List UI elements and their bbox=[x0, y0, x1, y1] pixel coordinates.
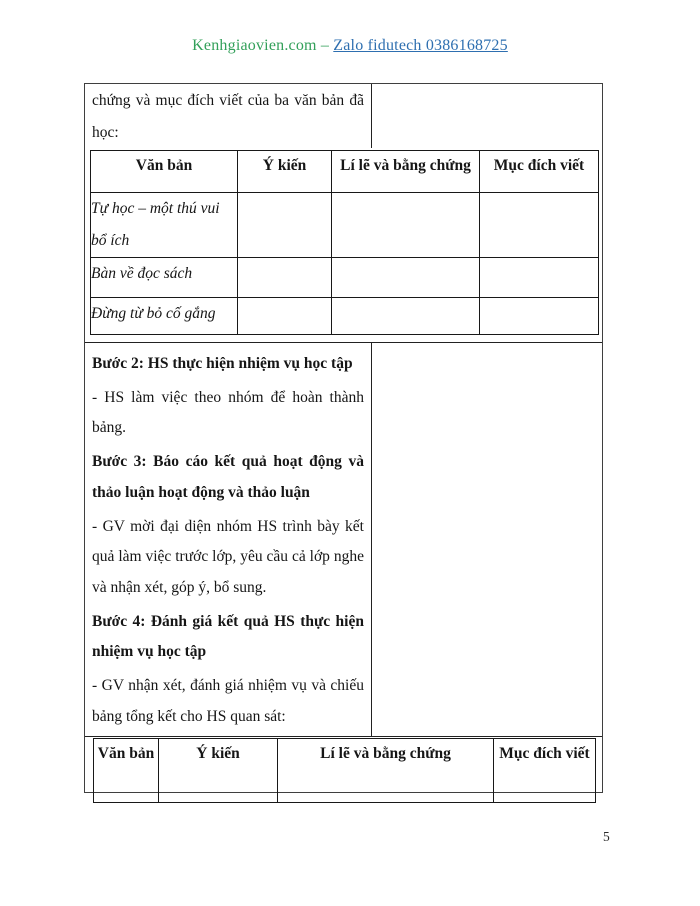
page-number: 5 bbox=[603, 829, 610, 844]
intro-row bbox=[85, 84, 602, 148]
step-2-heading: Bước 2: HS thực hiện nhiệm vụ học tập bbox=[92, 354, 353, 372]
table-row bbox=[91, 193, 599, 258]
empty-cell bbox=[480, 258, 599, 298]
empty-cell bbox=[332, 258, 480, 298]
column-header-van-ban: Văn bản bbox=[94, 738, 159, 802]
site-name-text: Kenhgiaovien.com – bbox=[192, 37, 330, 54]
texts-summary-table bbox=[90, 150, 599, 335]
steps-empty-cell bbox=[372, 343, 602, 736]
steps-row bbox=[85, 342, 602, 736]
empty-cell bbox=[480, 298, 599, 335]
table-header-row bbox=[91, 151, 599, 193]
empty-cell bbox=[238, 258, 332, 298]
intro-text-cell: chứng và mục đích viết của ba văn bản đã học: bbox=[85, 84, 372, 148]
zalo-contact-link[interactable]: Zalo fidutech 0386168725 bbox=[333, 37, 508, 54]
text-title-cell: Đừng từ bỏ cố gắng bbox=[91, 298, 238, 335]
lesson-plan-table bbox=[84, 83, 603, 793]
column-header-li-le: Lí lẽ và bằng chứng bbox=[332, 151, 480, 193]
summary-header-table bbox=[93, 738, 596, 803]
empty-cell bbox=[238, 298, 332, 335]
empty-cell bbox=[238, 193, 332, 258]
table-header-row bbox=[94, 738, 596, 802]
table-row bbox=[91, 258, 599, 298]
steps-text-cell bbox=[85, 343, 372, 736]
empty-cell bbox=[480, 193, 599, 258]
intro-empty-cell bbox=[372, 84, 602, 148]
empty-cell bbox=[332, 298, 480, 335]
empty-cell bbox=[332, 193, 480, 258]
step-4-heading: Bước 4: Đánh giá kết quả HS thực hiện nhiệm vụ học tập bbox=[92, 612, 364, 660]
bottom-table-row bbox=[85, 736, 602, 805]
text-title-cell: Tự học – một thú vui bổ ích bbox=[91, 193, 238, 258]
step-2-body: - HS làm việc theo nhóm để hoàn thành bảng. bbox=[92, 388, 364, 436]
column-header-y-kien: Ý kiến bbox=[238, 151, 332, 193]
table-row bbox=[91, 298, 599, 335]
column-header-y-kien: Ý kiến bbox=[159, 738, 278, 802]
column-header-van-ban: Văn bản bbox=[91, 151, 238, 193]
column-header-muc-dich: Mục đích viết bbox=[480, 151, 599, 193]
column-header-muc-dich: Mục đích viết bbox=[494, 738, 596, 802]
step-4-body: - GV nhận xét, đánh giá nhiệm vụ và chiếu bảng tổng kết cho HS quan sát: bbox=[92, 677, 364, 725]
step-3-heading: Bước 3: Báo cáo kết quả hoạt động và thảo luận hoạt động và thảo luận bbox=[92, 453, 364, 501]
text-title-cell: Bàn về đọc sách bbox=[91, 258, 238, 298]
summary-table-row bbox=[85, 148, 602, 342]
column-header-li-le: Lí lẽ và bằng chứng bbox=[278, 738, 494, 802]
page-header bbox=[0, 37, 700, 55]
step-3-body: - GV mời đại diện nhóm HS trình bày kết quả làm việc trước lớp, yêu cầu cả lớp nghe và nhận xét, góp ý, bổ sung. bbox=[92, 517, 364, 596]
